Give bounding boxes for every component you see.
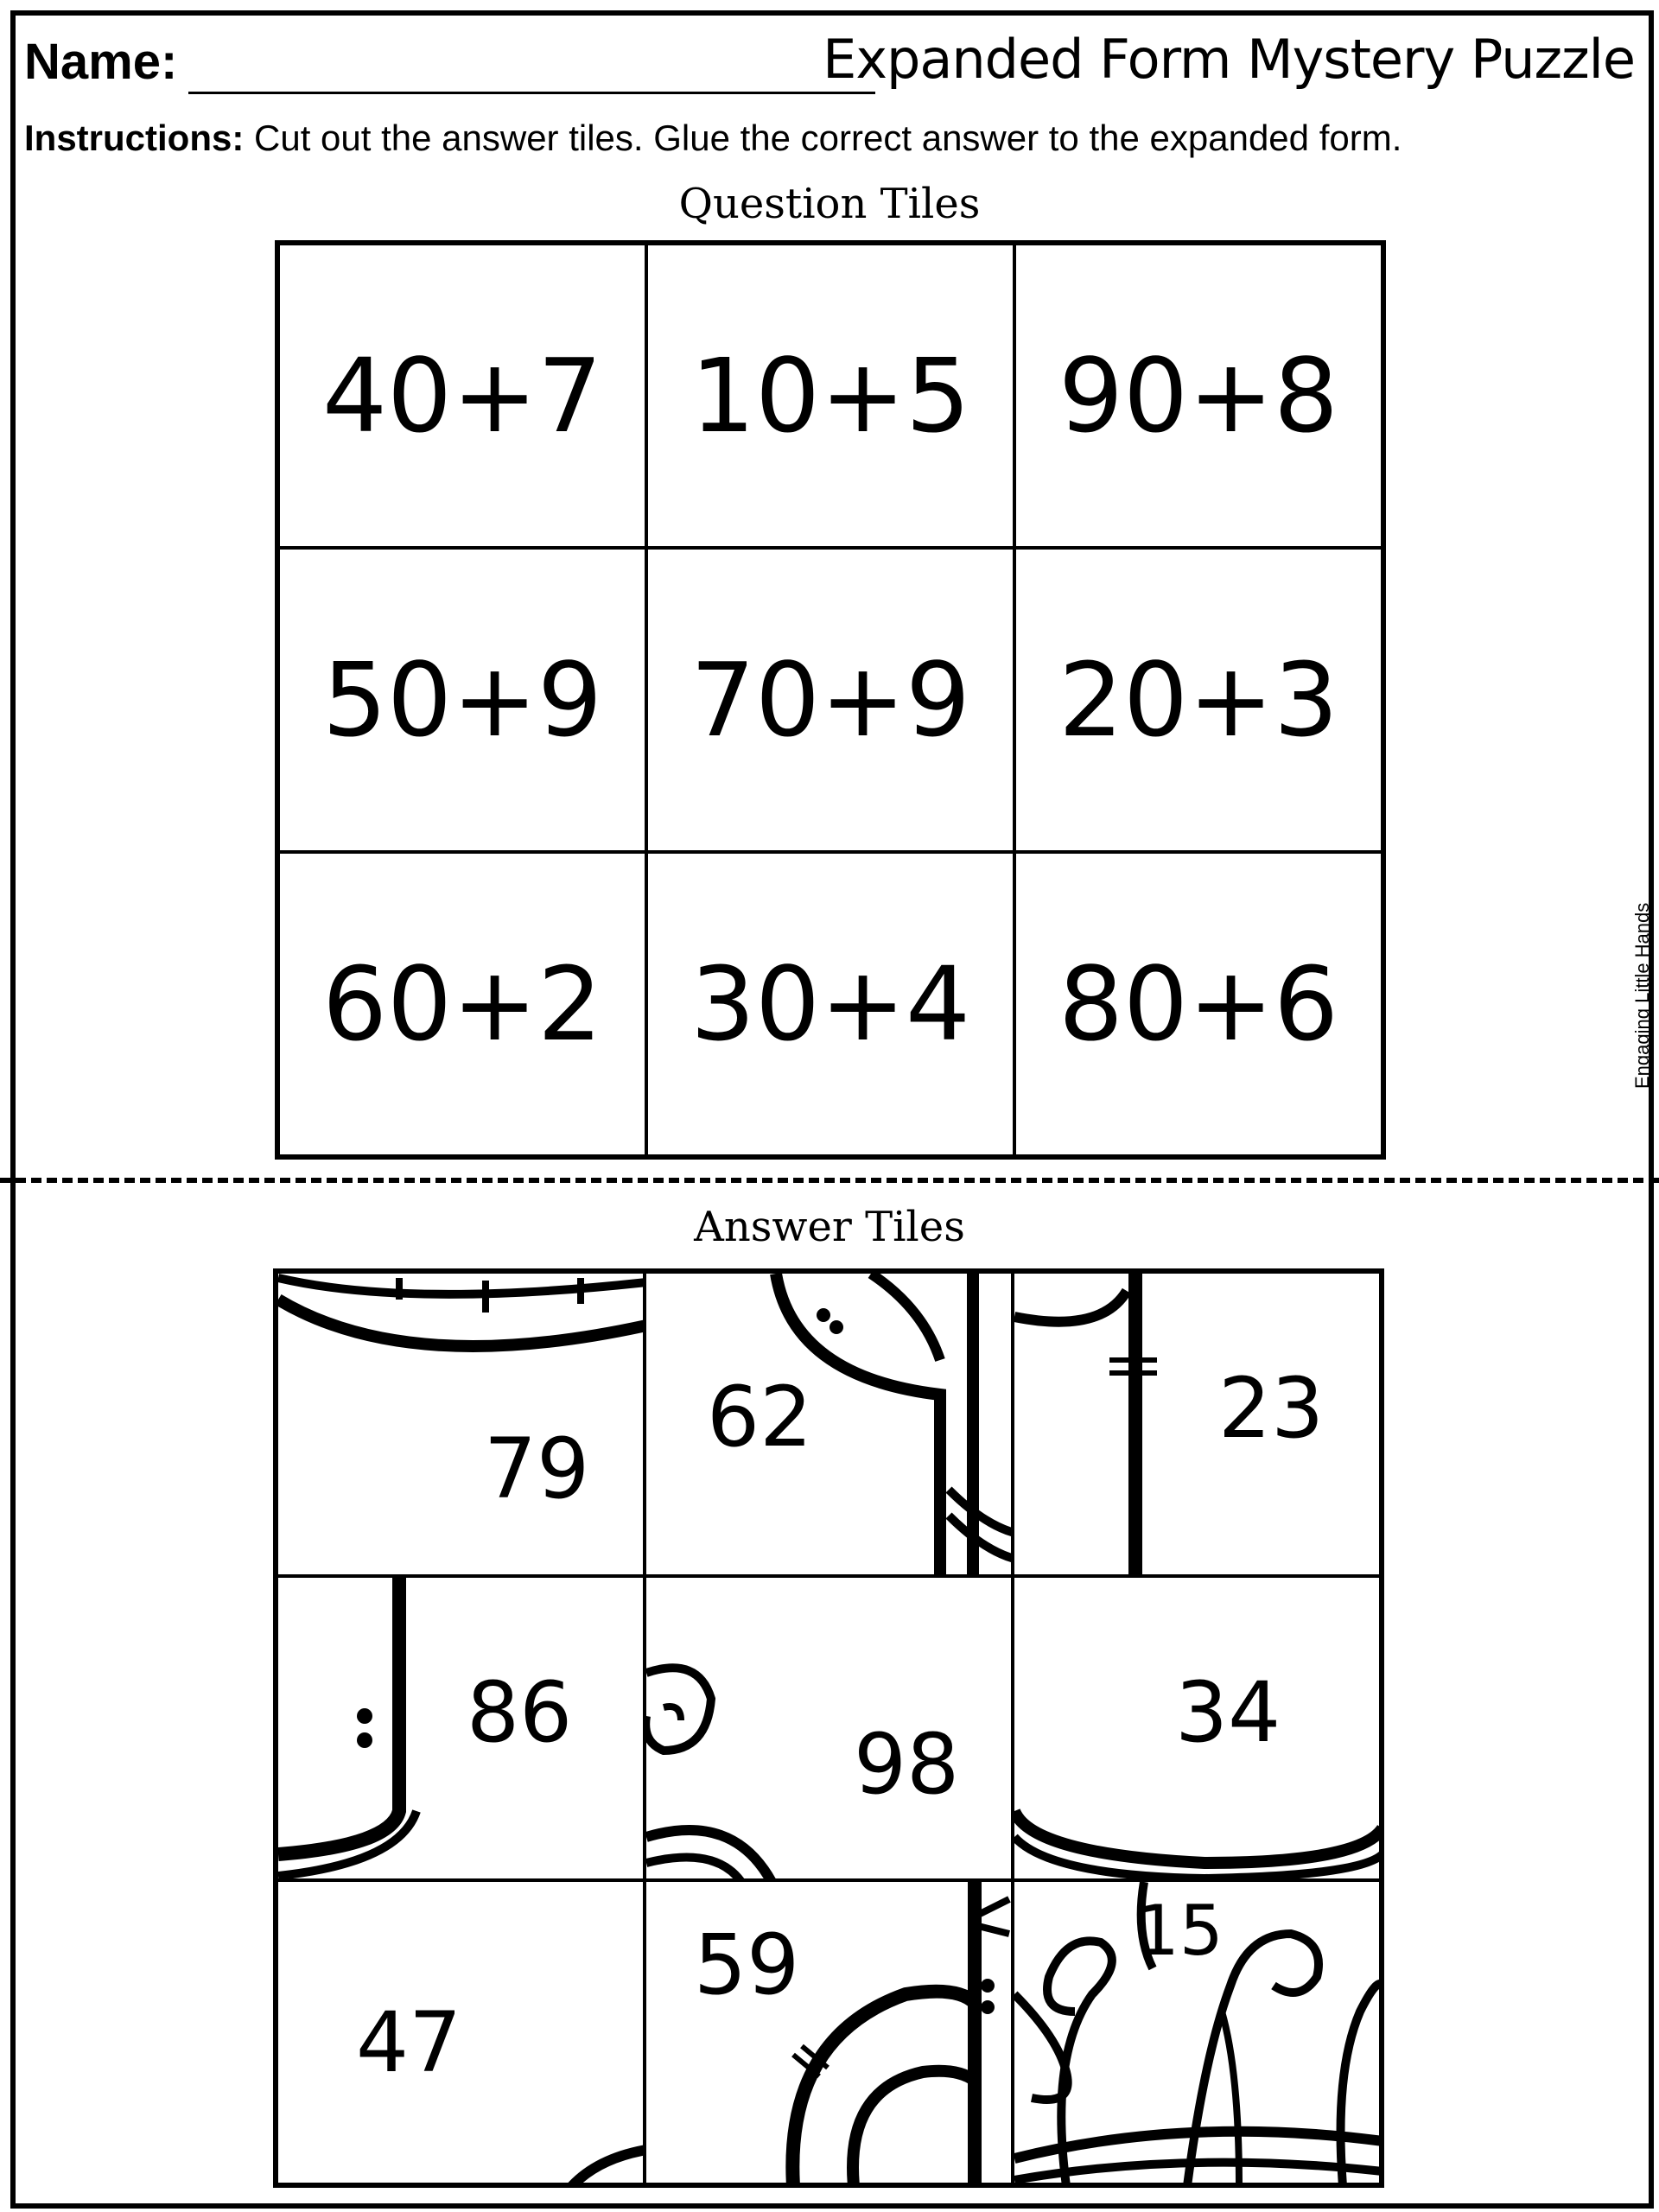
answer-number: 47 [356,1994,462,2091]
answer-tile[interactable] [645,1880,1013,2184]
answer-tile[interactable] [1013,1880,1381,2184]
answer-number: 34 [1175,1664,1281,1761]
cut-line [0,1178,1659,1183]
instructions-text: Cut out the answer tiles. Glue the correct answer to the expanded form. [244,118,1402,158]
answer-number: 86 [467,1664,573,1761]
answer-tile[interactable] [645,1576,1013,1880]
answer-tile[interactable] [276,1576,645,1880]
answer-number: 79 [484,1421,590,1517]
answer-number: 98 [854,1716,960,1813]
question-tile: 20+3 [1014,548,1382,852]
name-label: Name: [24,34,178,90]
instructions-label: Instructions: [24,118,245,158]
credit-text: Engaging Little Hands [1631,902,1653,1089]
answer-tile[interactable] [1013,1272,1381,1576]
picture-fragment [278,1274,645,1576]
question-tile: 70+9 [646,548,1014,852]
answer-tile[interactable] [645,1272,1013,1576]
picture-fragment [646,1274,1013,1576]
name-blank-line [188,92,875,94]
picture-fragment [278,1578,645,1880]
instructions [24,118,1402,159]
answer-tile[interactable] [1013,1576,1381,1880]
answer-number: 62 [707,1369,813,1465]
picture-fragment [1014,1274,1381,1576]
question-tile: 10+5 [646,244,1014,548]
worksheet-title: Expanded Form Mystery Puzzle [823,28,1635,91]
answer-tile[interactable] [276,1272,645,1576]
question-tile: 40+7 [278,244,646,548]
question-tile: 30+4 [646,852,1014,1156]
question-tiles-heading: Question Tiles [678,180,981,228]
question-tile: 50+9 [278,548,646,852]
answer-tiles-heading: Answer Tiles [694,1203,965,1251]
question-tile: 60+2 [278,852,646,1156]
question-tile: 80+6 [1014,852,1382,1156]
answer-number: 23 [1218,1360,1325,1457]
answer-number: 15 [1135,1891,1224,1971]
question-tile: 90+8 [1014,244,1382,548]
question-tiles-grid [275,240,1386,1160]
answer-number: 59 [694,1916,800,2013]
answer-tiles-grid [273,1268,1384,2188]
answer-tile[interactable] [276,1880,645,2184]
